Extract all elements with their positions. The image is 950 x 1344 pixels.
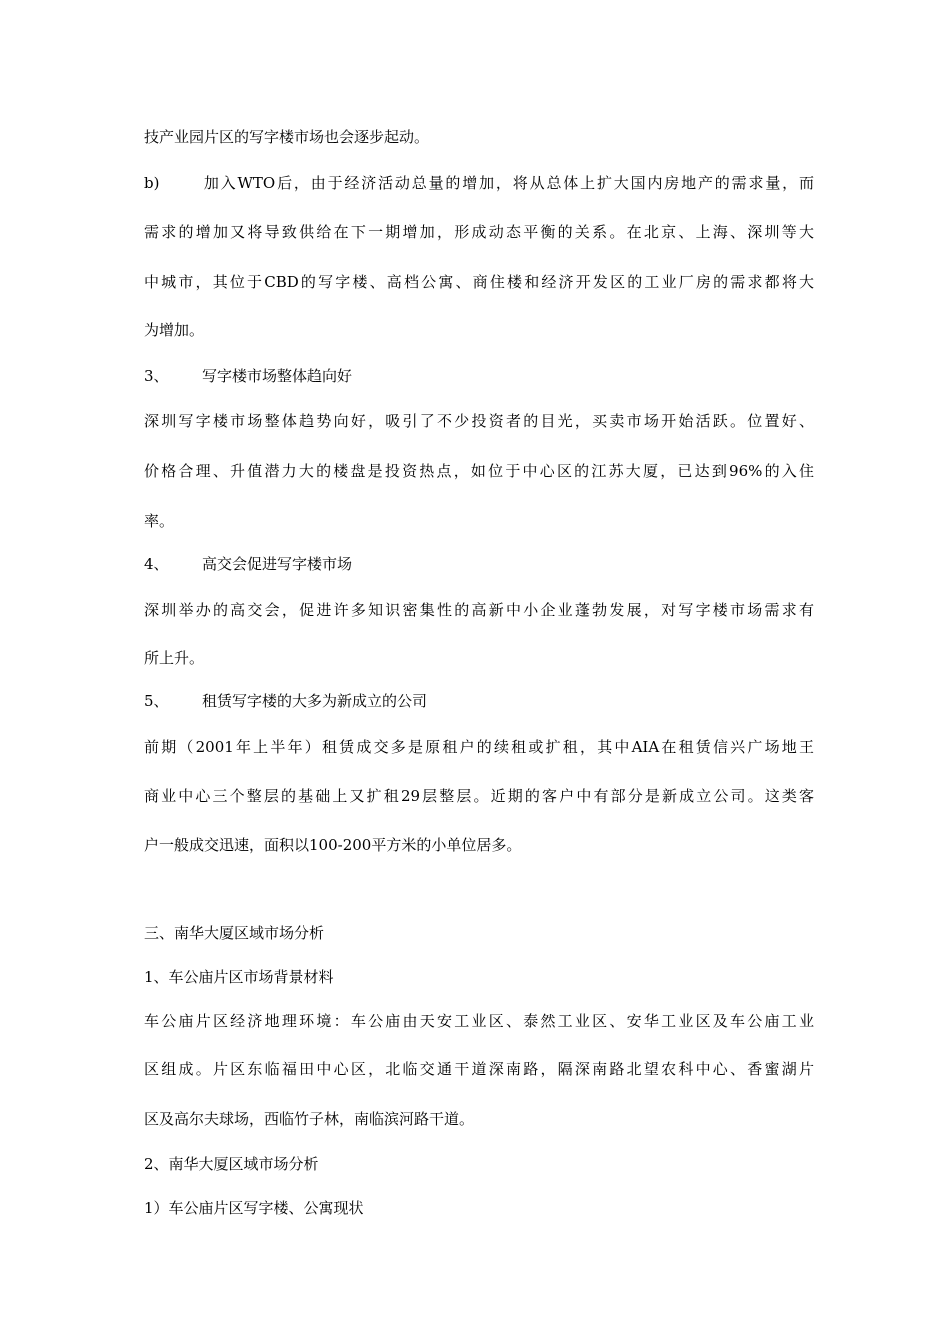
paragraph-line: 率。	[144, 512, 175, 530]
paragraph-line: 车公庙片区经济地理环境：车公庙由天安工业区、泰然工业区、安华工业区及车公庙工业	[144, 1012, 814, 1030]
section-heading-3	[144, 366, 814, 386]
paragraph-line: 所上升。	[144, 649, 205, 667]
paragraph-line: 中城市，其位于CBD的写字楼、高档公寓、商住楼和经济开发区的工业厂房的需求都将大	[144, 273, 814, 291]
paragraph-line: 为增加。	[144, 321, 205, 339]
heading-text: 写字楼市场整体趋向好	[202, 367, 353, 385]
paragraph-line: 深圳写字楼市场整体趋势向好，吸引了不少投资者的目光，买卖市场开始活跃。位置好、	[144, 412, 814, 430]
paragraph-line: 户一般成交迅速，面积以100-200平方米的小单位居多。	[144, 836, 522, 854]
paragraph-line: 商业中心三个整层的基础上又扩租29层整层。近期的客户中有部分是新成立公司。这类客	[144, 787, 814, 805]
paragraph-line: 加入WTO后，由于经济活动总量的增加，将从总体上扩大国内房地产的需求量，而	[202, 174, 814, 192]
paragraph-line: 技产业园片区的写字楼市场也会逐步起动。	[144, 128, 430, 146]
paragraph-line: 价格合理、升值潜力大的楼盘是投资热点，如位于中心区的江苏大厦，已达到96%的入住	[144, 462, 814, 480]
list-marker: b)	[144, 174, 160, 192]
subsection-heading: 2、南华大厦区域市场分析	[144, 1155, 319, 1173]
subsection-heading: 1、车公庙片区市场背景材料	[144, 968, 334, 986]
heading-number: 5、	[144, 692, 169, 710]
chapter-heading: 三、南华大厦区域市场分析	[144, 924, 325, 942]
list-item-b	[144, 173, 814, 193]
heading-text: 租赁写字楼的大多为新成立的公司	[202, 692, 428, 710]
paragraph-line: 前期（2001年上半年）租赁成交多是原租户的续租或扩租，其中AIA在租赁信兴广场地王	[144, 738, 814, 756]
paragraph-line: 区及高尔夫球场，西临竹子林，南临滨河路干道。	[144, 1110, 475, 1128]
paragraph-line: 区组成。片区东临福田中心区，北临交通干道深南路，隔深南路北望农科中心、香蜜湖片	[144, 1060, 814, 1078]
paragraph-line: 需求的增加又将导致供给在下一期增加，形成动态平衡的关系。在北京、上海、深圳等大	[144, 223, 814, 241]
heading-number: 3、	[144, 367, 169, 385]
heading-number: 4、	[144, 555, 169, 573]
section-heading-4	[144, 554, 814, 574]
heading-text: 高交会促进写字楼市场	[202, 555, 353, 573]
paragraph-line: 深圳举办的高交会，促进许多知识密集性的高新中小企业蓬勃发展，对写字楼市场需求有	[144, 601, 814, 619]
section-heading-5	[144, 691, 814, 711]
subsection-heading: 1）车公庙片区写字楼、公寓现状	[144, 1199, 364, 1217]
